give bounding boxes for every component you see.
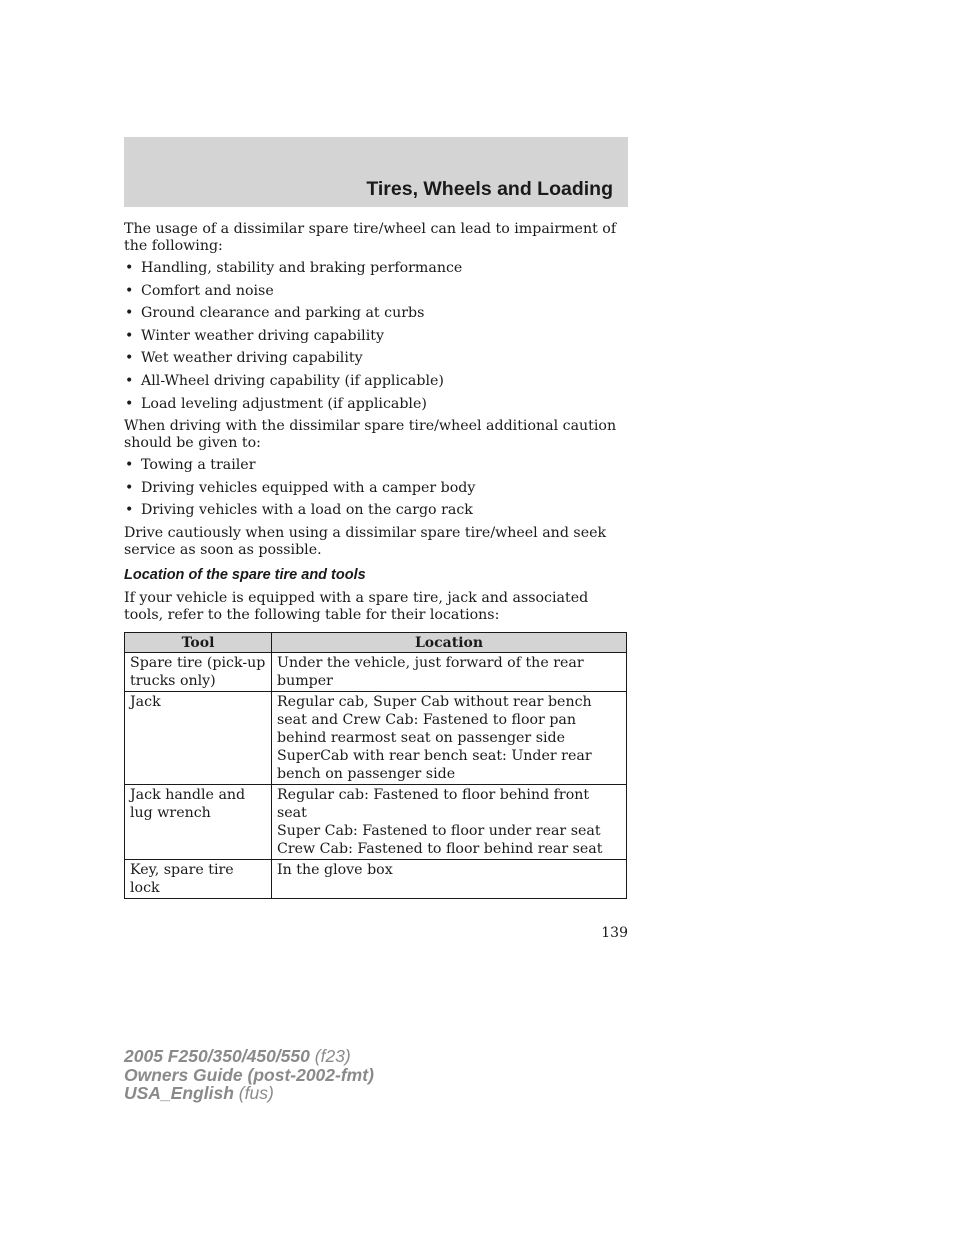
list-item: • Comfort and noise	[124, 283, 628, 300]
footer-line-language	[124, 1084, 374, 1103]
document-footer	[124, 1047, 374, 1103]
impairment-list	[124, 260, 628, 413]
table-header-location: Location	[272, 632, 627, 652]
location-line: SuperCab with rear bench seat: Under rear bench on passenger side	[277, 747, 592, 782]
section-intro-paragraph: If your vehicle is equipped with a spare tire, jack and associated tools, refer to the following table for their locations:	[124, 589, 589, 623]
caution-paragraph: When driving with the dissimilar spare tire/wheel additional caution should be given to:	[124, 418, 617, 452]
table-row	[125, 784, 627, 859]
list-item: • Ground clearance and parking at curbs	[124, 305, 628, 322]
drive-note-paragraph: Drive cautiously when using a dissimilar spare tire/wheel and seek service as soon as possible.	[124, 524, 607, 558]
table-header-tool: Tool	[125, 632, 272, 652]
table-row	[125, 652, 627, 691]
page-number: 139	[601, 925, 628, 941]
list-item: • Wet weather driving capability	[124, 350, 628, 367]
list-item: • All-Wheel driving capability (if applicable)	[124, 373, 628, 390]
table-row	[125, 691, 627, 784]
list-item: • Handling, stability and braking performance	[124, 260, 628, 277]
footer-guide: Owners Guide (post-2002-fmt)	[124, 1064, 374, 1085]
footer-model-code: (f23)	[314, 1046, 351, 1066]
table-row	[125, 859, 627, 898]
intro-paragraph: The usage of a dissimilar spare tire/wheel can lead to impairment of the following:	[124, 221, 617, 254]
caution-list	[124, 457, 628, 519]
tool-cell: Jack handle and lug wrench	[125, 784, 272, 859]
location-line: Regular cab: Fastened to floor behind front seat	[277, 786, 590, 821]
location-line: Super Cab: Fastened to floor under rear seat	[277, 822, 601, 839]
table-header-row	[125, 632, 627, 652]
section-header-band	[124, 137, 628, 207]
location-cell	[272, 859, 627, 898]
location-line: In the glove box	[277, 861, 393, 878]
page-content	[124, 221, 628, 899]
location-cell	[272, 691, 627, 784]
footer-line-model	[124, 1047, 374, 1066]
list-item: • Driving vehicles equipped with a camper body	[124, 480, 628, 497]
footer-language-code: (fus)	[238, 1083, 274, 1103]
footer-language: USA_English	[124, 1083, 234, 1103]
tool-cell: Spare tire (pick-up trucks only)	[125, 652, 272, 691]
section-heading: Location of the spare tire and tools	[124, 566, 366, 583]
list-item: • Towing a trailer	[124, 457, 628, 474]
list-item: • Driving vehicles with a load on the cargo rack	[124, 502, 628, 519]
footer-model: 2005 F250/350/450/550	[124, 1046, 310, 1066]
section-title: Tires, Wheels and Loading	[366, 178, 613, 200]
location-cell	[272, 652, 627, 691]
list-item: • Winter weather driving capability	[124, 328, 628, 345]
footer-line-guide	[124, 1066, 374, 1085]
tool-location-table	[124, 632, 627, 899]
list-item: • Load leveling adjustment (if applicable)	[124, 396, 628, 413]
location-line: Regular cab, Super Cab without rear bench seat and Crew Cab: Fastened to floor pan behind rearmost seat on passenger side	[277, 693, 592, 746]
tool-cell: Key, spare tire lock	[125, 859, 272, 898]
location-line: Crew Cab: Fastened to floor behind rear seat	[277, 840, 603, 857]
location-cell	[272, 784, 627, 859]
location-line: Under the vehicle, just forward of the rear bumper	[277, 654, 584, 689]
tool-cell: Jack	[125, 691, 272, 784]
